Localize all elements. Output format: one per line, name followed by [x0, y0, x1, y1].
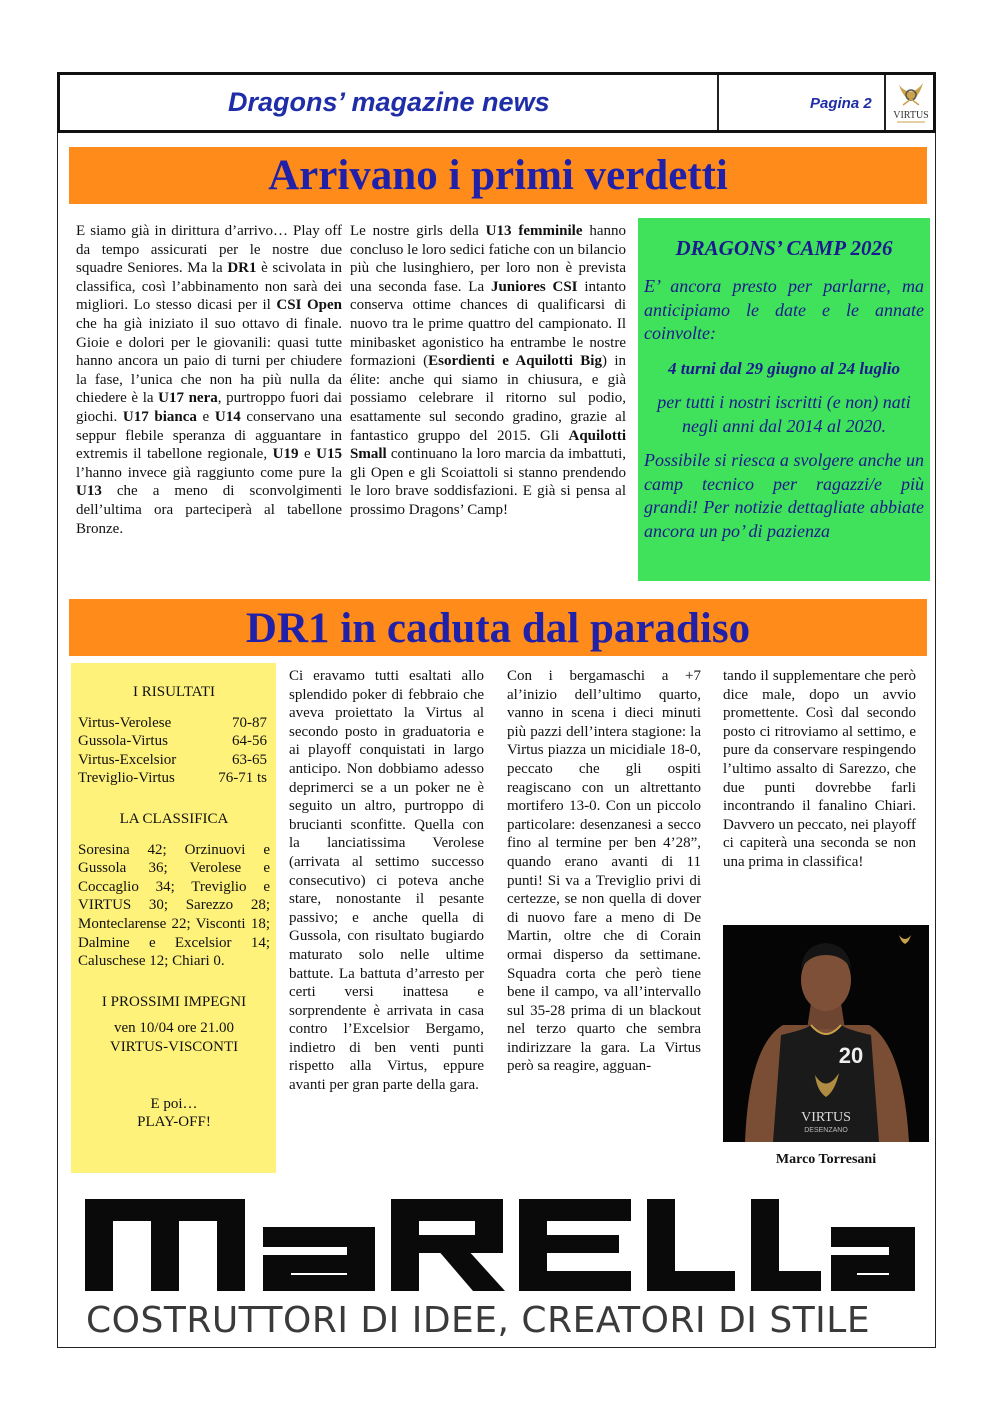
article-bold-term: U17 nera: [158, 390, 218, 407]
article-text-run: ) in élite: anche qui siamo in chiusura, e già possiamo celebrare il ritorno sul podio, esattamente sul secondo gradino, grazie al fantastico gruppo del 2015. Gli: [350, 353, 626, 444]
article-text-run: è scivolata in classifica, così l’abbinamento non sarà dei migliori. Lo stesso dicasi per il: [76, 260, 342, 314]
camp-intro: E’ ancora presto per parlarne, ma anticipiamo le date e le annate coinvolte:: [644, 276, 924, 343]
article-bold-term: U19: [272, 446, 299, 463]
article-bold-term: DR1: [227, 260, 257, 277]
player-photo-image: [723, 925, 929, 1142]
article-text-run: che ha già iniziato il suo ottavo di finale. Gioie e dolori per le giovanili: quasi tutte hanno ancora un paio di turni per chiudere la fase, l’unica che non ha più nulla da chiedere è la: [76, 315, 342, 407]
article-col-4: [507, 667, 701, 1076]
headline-verdetti: Arrivano i primi verdetti: [69, 147, 927, 204]
article-col-1-text: [76, 222, 342, 538]
article-col-2: [350, 222, 626, 520]
next-game-date: ven 10/04 ore 21.00: [114, 1020, 234, 1037]
article-bold-term: Aquilotti Small: [350, 427, 626, 463]
headline-dr1: DR1 in caduta dal paradiso: [69, 599, 927, 656]
magazine-title: Dragons’ magazine news: [228, 87, 550, 117]
article-text-run: , purtroppo fuori dai giochi.: [76, 390, 342, 425]
camp-dates: 4 turni dal 29 giugno al 24 luglio: [668, 358, 900, 378]
results-list: [78, 714, 270, 788]
article-text-run: conservano una seppur flebile speranza di agguantare in extremis il tabellone regionale,: [76, 408, 342, 463]
result-score: 64-56: [232, 733, 267, 750]
results-title: I RISULTATI: [133, 684, 215, 700]
result-row: [78, 769, 270, 788]
article-text-run: l’hanno invece già raggiunto come pure la: [76, 464, 342, 481]
next-game-match: VIRTUS-VISCONTI: [109, 1038, 239, 1055]
results-box: [71, 663, 276, 1173]
marella-tagline: COSTRUTTORI DI IDEE, CREATORI DI STILE: [86, 1300, 871, 1341]
header-divider: [717, 75, 719, 130]
photo-caption: Marco Torresani: [775, 1152, 877, 1167]
article-col-1: [76, 222, 342, 538]
article-text-run: E siamo già in dirittura d’arrivo… Play off da tempo assicurati per le nostre due squadre Seniores. Ma la: [76, 223, 342, 277]
article-col-2-text: [350, 222, 626, 520]
article-text-run: intanto conserva ottime chances di qualificarsi di nuovo tra le prime quattro del campionato. Il minibasket agonistico ha entrambe le nostre formazioni (: [350, 278, 626, 370]
article-bold-term: U15: [316, 446, 342, 463]
standings-text: Soresina 42; Orzinuovi e Gussola 36; Verolese e Coccaglio 34; Treviglio e VIRTUS 30; Sarezzo 28; Monteclarense 22; Visconti 18; Dalmine e Excelsior 14; Caluschese 12; Chiari 0.: [78, 841, 270, 970]
article-bold-term: U17 bianca: [122, 408, 197, 425]
camp-title: DRAGONS’ CAMP 2026: [675, 236, 893, 260]
then-label: E poi…: [150, 1095, 198, 1112]
result-score: 70-87: [232, 714, 267, 731]
standings-title: LA CLASSIFICA: [119, 810, 229, 827]
article-col-4-text: Con i bergamaschi a +7 al’inizio dell’ultimo quarto, vanno in scena i dieci minuti più pazzi dell’intera stagione: la Virtus piazza un micidiale 18-0, peccato che gli ospiti reagiscano con un altrettanto mortifero 13-0. Con un piccolo particolare: desenzanesi a secco fino al termine per ben 4’28”, quando erano avanti di 11 punti! Si va a Treviglio privi di certezze, se non quella di dover di nuovo fare a meno di De Martin, oltre che di Corain ormai disperso da settimane. Squadra corta che però tiene bene il campo, va all’intervallo sul 35-28 prima di un blackout nel terzo quarto che sembra indirizzare la gara. La Virtus però sa reagire, agguan-: [507, 668, 701, 1075]
result-score: 76-71 ts: [218, 770, 267, 787]
result-row: [78, 732, 270, 751]
article-text-run: continuano la loro marcia da imbattuti, gli Open e gli Scoiattoli si stanno prendendo le loro brave soddisfazioni. E già si pensa al prossimo Dragons’ Camp!: [350, 446, 626, 518]
article-col-5-text: tando il supplementare che però dice male, dopo un avvio promettente. Così dal secondo posto ci ritroviamo al settimo, e pure da conservare respingendo l’ultimo assalto di Sarezzo, che due punti dovrebbe farli incontrando il fanalino Chiari. Davvero un peccato, nei playoff ci capiterà una seconda se non una prima in classifica!: [723, 668, 916, 870]
svg-text:DESENZANO: DESENZANO: [804, 1127, 848, 1134]
result-score: 63-65: [232, 751, 267, 768]
article-text-run: Le nostre girls della: [350, 223, 486, 239]
header-divider: [884, 75, 886, 130]
article-text-run: e: [196, 408, 215, 425]
svg-text:VIRTUS: VIRTUS: [893, 110, 929, 121]
article-text-run: che a meno di sconvolgimenti dell’ultima ora parteciperà al tabellone Bronze.: [76, 483, 342, 537]
article-bold-term: U14: [214, 408, 241, 425]
article-col-3: [289, 667, 484, 1095]
article-col-3-text: Ci eravamo tutti esaltati allo splendido poker di febbraio che aveva proiettato la Virtus al secondo posto in graduatoria e ai playoff conquistati in largo anticipo. Non dobbiamo adesso deprimerci se a un poker ne è seguito un altro, purtroppo di brucianti sconfitte. Quella con la lanciatissima Verolese (arrivata al settimo successo consecutivo) ci poteva anche stare, nonostante il pesante passivo; e anche quella di Gussola, con risultato bugiardo maturato solo nelle ultime battute. La battuta d’arresto per certi versi inattesa e sorprendente è arrivata in casa contro l’Excelsior Bergamo, indietro di ben venti punti rispetto alla Virtus, eppure avanti per gran parte della gara.: [289, 668, 484, 1094]
result-row: [78, 751, 270, 770]
article-bold-term: U13 femminile: [485, 223, 583, 239]
svg-text:VIRTUS: VIRTUS: [801, 1110, 851, 1125]
article-text-run: e: [298, 446, 317, 463]
result-match: Gussola-Virtus: [78, 733, 168, 750]
camp-notes: Possibile si riesca a svolgere anche un camp tecnico per ragazzi/e più grandi! Per notizie dettagliate abbiate ancora un po’ di pazienza: [644, 450, 924, 541]
article-col-5: [723, 667, 916, 872]
article-bold-term: Esordienti e Aquilotti Big: [428, 353, 602, 370]
player-photo: [723, 925, 929, 1142]
article-bold-term: CSI Open: [276, 297, 343, 314]
page-number: Pagina 2: [810, 95, 872, 112]
result-match: Virtus-Excelsior: [78, 751, 177, 768]
dragons-camp-box: [638, 218, 930, 581]
result-match: Treviglio-Virtus: [78, 770, 175, 787]
svg-text:20: 20: [838, 1043, 864, 1068]
article-bold-term: Juniores CSI: [490, 278, 578, 295]
article-bold-term: U13: [76, 483, 102, 500]
camp-eligibility: per tutti i nostri iscritti (e non) nati negli anni dal 2014 al 2020.: [657, 392, 911, 436]
marella-logo: [85, 1187, 915, 1297]
virtus-logo-icon: [889, 79, 933, 127]
result-row: [78, 714, 270, 733]
next-games-title: I PROSSIMI IMPEGNI: [101, 993, 247, 1010]
playoff-label: PLAY-OFF!: [137, 1114, 211, 1131]
result-match: Virtus-Verolese: [78, 714, 172, 731]
article-text-run: hanno concluso le loro sedici fatiche con un bilancio più che lusinghiero, per loro non è prevista una seconda fase. La: [350, 223, 626, 295]
magazine-header: [57, 72, 936, 133]
